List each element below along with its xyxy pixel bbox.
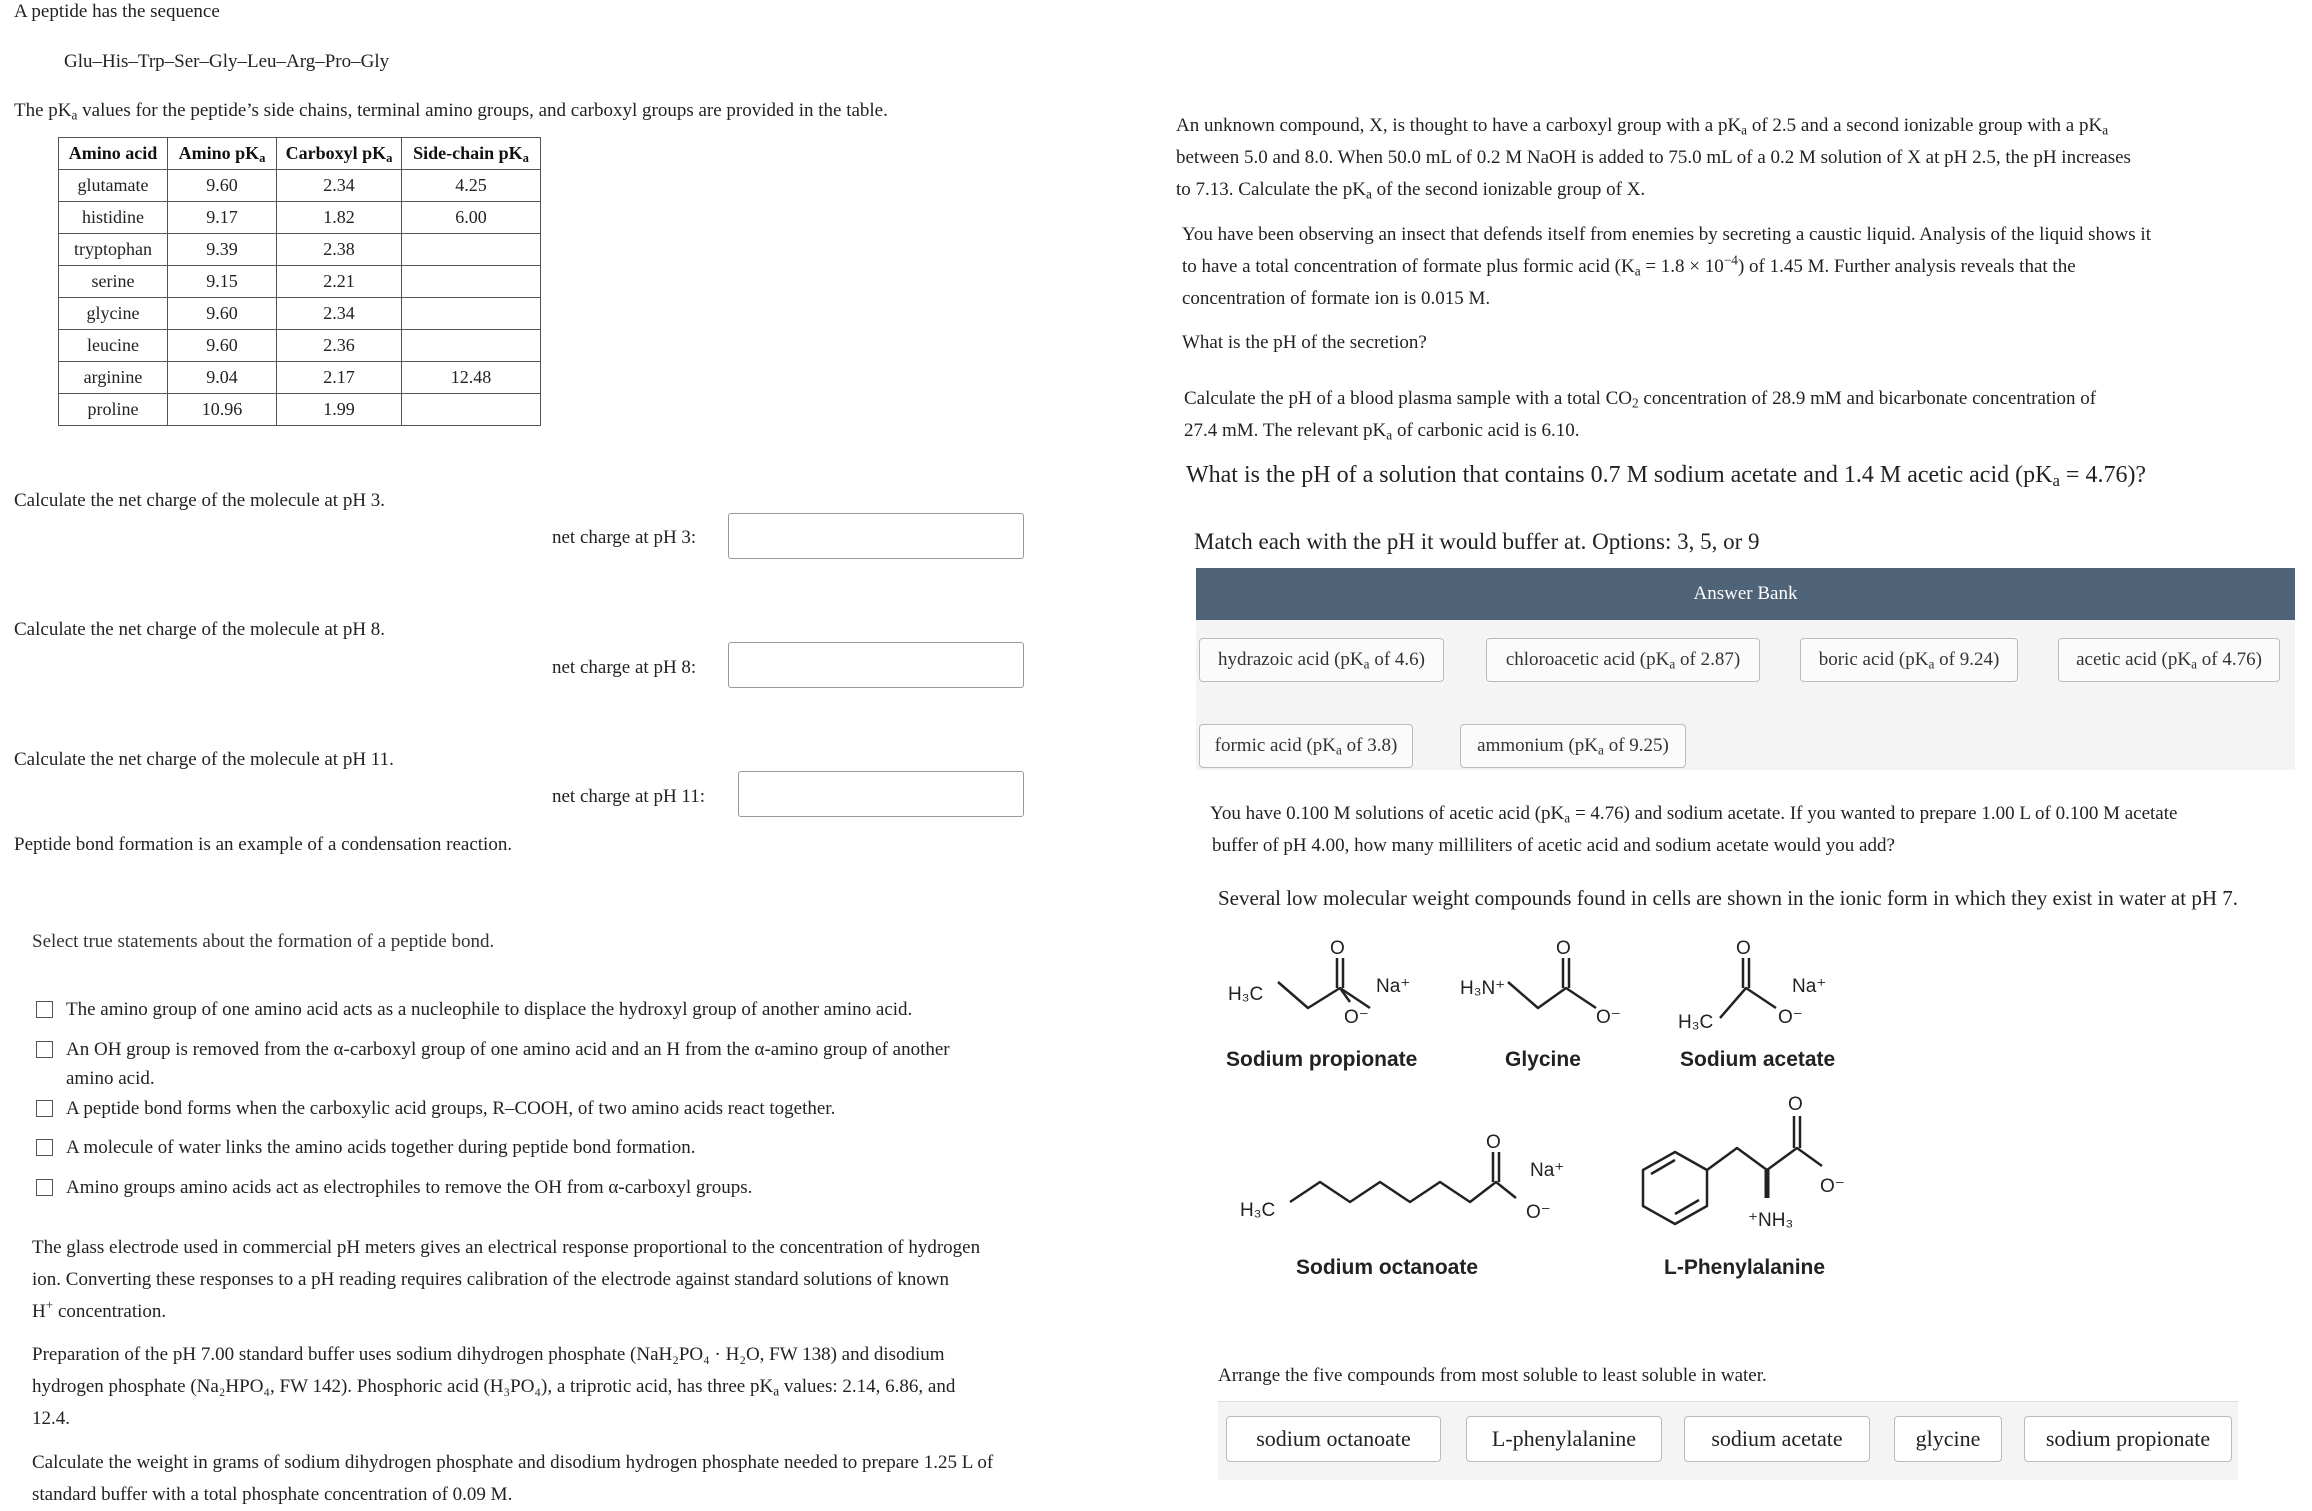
- cell-amino: 9.60: [168, 330, 277, 362]
- cell-carboxyl: 2.38: [277, 234, 402, 266]
- insect-line3: concentration of formate ion is 0.015 M.: [1182, 288, 1491, 309]
- table-row: [59, 298, 541, 330]
- octanoate-carbonyl: [1493, 1152, 1499, 1182]
- insect-line2: to have a total concentration of formate plus formic acid $(K_a = 1.8 \times 10^{-4})$ of 1.45 M. Further analysis reveals that the: [1182, 252, 2076, 279]
- col-amino-pk: Amino $pK_a$: [168, 138, 277, 170]
- cell-amino: 9.60: [168, 170, 277, 202]
- electrode-p2-line2: hydrogen phosphate (Na₂HPO₄, FW 142). Phosphoric acid (H₃PO₄), a triprotic acid, has three $pK_a$ values: 2.14, 6.86, and: [32, 1376, 956, 1399]
- cell-amino: 9.04: [168, 362, 277, 394]
- net-charge-ph11-input[interactable]: [738, 771, 1024, 817]
- checkbox-option-1[interactable]: [36, 1001, 53, 1018]
- label-ph8: net charge at pH 8:: [552, 657, 697, 678]
- table-row: [59, 362, 541, 394]
- table-row: [59, 330, 541, 362]
- sort-chip-sodium-acetate[interactable]: sodium acetate: [1684, 1416, 1870, 1462]
- cell-side: [402, 234, 541, 266]
- sort-chip-sodium-octanoate[interactable]: sodium octanoate: [1226, 1416, 1441, 1462]
- phe-o-minus: O⁻: [1820, 1176, 1845, 1197]
- answer-bank-title: Answer Bank: [1693, 583, 1798, 604]
- cell-name: tryptophan: [59, 234, 168, 266]
- label-sodium-propionate: Sodium propionate: [1226, 1048, 1418, 1071]
- phe-nh3: ⁺NH₃: [1748, 1210, 1794, 1231]
- checkbox-option-4[interactable]: [36, 1139, 53, 1156]
- acetate-carbonyl: [1743, 958, 1749, 988]
- cell-name: arginine: [59, 362, 168, 394]
- cell-name: proline: [59, 394, 168, 426]
- propionate-o-minus: O⁻: [1344, 1007, 1369, 1028]
- col-amino-acid: Amino acid: [59, 138, 168, 170]
- electrode-p2-line3: 12.4.: [32, 1408, 70, 1429]
- glycine-chain: [1508, 982, 1596, 1008]
- label-sodium-acetate: Sodium acetate: [1680, 1048, 1836, 1071]
- acetate-o-minus: O⁻: [1778, 1007, 1803, 1028]
- cell-carboxyl: 2.21: [277, 266, 402, 298]
- electrode-p1-line1: The glass electrode used in commercial pH meters gives an electrical response proportional to the concentration of hydrogen: [32, 1237, 981, 1258]
- sort-chip-l-phenylalanine[interactable]: L-phenylalanine: [1466, 1416, 1662, 1462]
- molecule-structures: [1200, 930, 2300, 1310]
- glycine-carbonyl: [1563, 958, 1569, 988]
- propionate-na: Na⁺: [1376, 976, 1411, 997]
- cell-side: [402, 330, 541, 362]
- phe-chain: [1707, 1148, 1822, 1170]
- buffer-prep-line1: You have 0.100 M solutions of acetic acid $(pK_a = 4.76)$ and sodium acetate. If you wanted to prepare 1.00 L of 0.100 M acetate: [1210, 803, 2178, 826]
- octanoate-na: Na⁺: [1530, 1160, 1565, 1181]
- cell-carboxyl: 1.99: [277, 394, 402, 426]
- blood-line2: 27.4 mM. The relevant $pK_a$ of carbonic acid is 6.10.: [1184, 420, 1580, 443]
- cell-side: 12.48: [402, 362, 541, 394]
- cell-name: leucine: [59, 330, 168, 362]
- table-row: [59, 394, 541, 426]
- phe-carbonyl: [1794, 1116, 1800, 1148]
- compounds-intro: Several low molecular weight compounds found in cells are shown in the ionic form in which they exist in water at pH 7.: [1218, 886, 2239, 910]
- match-prompt: Match each with the pH it would buffer at. Options: 3, 5, or 9: [1194, 529, 1760, 554]
- checkbox-option-5[interactable]: [36, 1179, 53, 1196]
- buffer-prep-line2: buffer of pH 4.00, how many milliliters of acetic acid and sodium acetate would you add?: [1212, 835, 1895, 856]
- sort-chip-sodium-propionate[interactable]: sodium propionate: [2024, 1416, 2232, 1462]
- unknown-x-line3: to 7.13. Calculate the $pK_a$ of the second ionizable group of X.: [1176, 179, 1646, 202]
- cell-side: [402, 298, 541, 330]
- acetate-question: What is the pH of a solution that contains 0.7 M sodium acetate and 1.4 M acetic acid $(pK_a = 4.76)$?: [1186, 462, 2147, 491]
- cell-name: glycine: [59, 298, 168, 330]
- cell-amino: 9.15: [168, 266, 277, 298]
- net-charge-ph3-input[interactable]: [728, 513, 1024, 559]
- octanoate-chain: [1290, 1182, 1516, 1202]
- pka-table: [58, 137, 541, 426]
- cell-name: serine: [59, 266, 168, 298]
- electrode-p1-line3: H+ concentration.: [32, 1297, 167, 1322]
- col-side-chain-pk: Side-chain $pK_a$: [402, 138, 541, 170]
- acetate-na: Na⁺: [1792, 976, 1827, 997]
- label-glycine: Glycine: [1505, 1048, 1581, 1071]
- cell-carboxyl: 1.82: [277, 202, 402, 234]
- peptide-sequence: Glu–His–Trp–Ser–Gly–Leu–Arg–Pro–Gly: [64, 51, 390, 72]
- blood-line1: Calculate the pH of a blood plasma sample with a total $CO_2$ concentration of 28.9 mM and bicarbonate concentration of: [1184, 388, 2097, 411]
- propionate-o: O: [1330, 938, 1345, 959]
- electrode-p3-line2: standard buffer with a total phosphate concentration of 0.09 M.: [32, 1484, 513, 1505]
- octanoate-h3c: H₃C: [1240, 1200, 1276, 1221]
- phe-o: O: [1788, 1094, 1803, 1115]
- cell-carboxyl: 2.17: [277, 362, 402, 394]
- table-intro: The $pK_a$ values for the peptide’s side chains, terminal amino groups, and carboxyl groups are provided in the table.: [14, 100, 888, 123]
- chip-chloroacetic-acid[interactable]: chloroacetic acid ($pK_a$ of 2.87): [1486, 638, 1760, 682]
- insect-line1: You have been observing an insect that defends itself from enemies by secreting a caustic liquid. Analysis of the liquid shows it: [1182, 224, 2151, 245]
- glycine-h3n: H₃N⁺: [1460, 978, 1506, 999]
- table-row: [59, 234, 541, 266]
- acetate-chain: [1720, 988, 1776, 1018]
- sort-prompt: Arrange the five compounds from most soluble to least soluble in water.: [1218, 1365, 1767, 1386]
- octanoate-o-minus: O⁻: [1526, 1202, 1551, 1223]
- label-l-phenylalanine: L-Phenylalanine: [1664, 1256, 1826, 1279]
- label-ph11: net charge at pH 11:: [552, 786, 706, 807]
- option-5-label: Amino groups amino acids act as electrophiles to remove the OH from α-carboxyl groups.: [66, 1177, 753, 1198]
- cell-carboxyl: 2.36: [277, 330, 402, 362]
- table-row: [59, 266, 541, 298]
- cell-carboxyl: 2.34: [277, 170, 402, 202]
- cell-amino: 10.96: [168, 394, 277, 426]
- propionate-carbonyl: [1337, 958, 1343, 988]
- unknown-x-line2: between 5.0 and 8.0. When 50.0 mL of 0.2 M NaOH is added to 75.0 mL of a 0.2 M solution of X at pH 2.5, the pH increases: [1176, 147, 2131, 168]
- question-ph11: Calculate the net charge of the molecule at pH 11.: [14, 749, 394, 770]
- option-4-label: A molecule of water links the amino acids together during peptide bond formation.: [66, 1137, 696, 1158]
- table-row: [59, 170, 541, 202]
- cell-amino: 9.17: [168, 202, 277, 234]
- propionate-chain: [1278, 982, 1370, 1008]
- cell-side: 6.00: [402, 202, 541, 234]
- chip-boric-acid[interactable]: boric acid ($pK_a$ of 9.24): [1800, 638, 2018, 682]
- peptide-bond-prompt: Select true statements about the formation of a peptide bond.: [32, 931, 495, 952]
- option-3-label: A peptide bond forms when the carboxylic acid groups, R–COOH, of two amino acids react together.: [66, 1098, 836, 1119]
- insect-question: What is the pH of the secretion?: [1182, 332, 1427, 353]
- option-2-label: An OH group is removed from the α-carboxyl group of one amino acid and an H from the α-amino group of another: [66, 1039, 950, 1060]
- sort-chip-glycine[interactable]: glycine: [1894, 1416, 2002, 1462]
- chip-hydrazoic-acid[interactable]: hydrazoic acid ($pK_a$ of 4.6): [1199, 638, 1444, 682]
- cell-carboxyl: 2.34: [277, 298, 402, 330]
- glycine-o-minus: O⁻: [1596, 1007, 1621, 1028]
- option-2-label-cont: amino acid.: [66, 1068, 155, 1089]
- chip-ammonium[interactable]: ammonium ($pK_a$ of 9.25): [1460, 724, 1686, 768]
- electrode-p3-line1: Calculate the weight in grams of sodium dihydrogen phosphate and disodium hydrogen phosphate needed to prepare 1.25 L of: [32, 1452, 994, 1473]
- phenyl-ring-double: [1651, 1160, 1699, 1214]
- cell-name: histidine: [59, 202, 168, 234]
- glycine-o: O: [1556, 938, 1571, 959]
- chip-formic-acid[interactable]: formic acid ($pK_a$ of 3.8): [1199, 724, 1413, 768]
- propionate-h3c: H₃C: [1228, 984, 1264, 1005]
- chip-acetic-acid[interactable]: acetic acid ($pK_a$ of 4.76): [2058, 638, 2280, 682]
- checkbox-option-3[interactable]: [36, 1100, 53, 1117]
- electrode-p2-line1: Preparation of the pH 7.00 standard buffer uses sodium dihydrogen phosphate (NaH₂PO₄ · H₂O, FW 138) and disodium: [32, 1344, 945, 1365]
- condensation-statement: Peptide bond formation is an example of a condensation reaction.: [14, 834, 513, 855]
- cell-side: [402, 394, 541, 426]
- answer-bank-header: [1196, 568, 2295, 620]
- col-carboxyl-pk: Carboxyl $pK_a$: [277, 138, 402, 170]
- label-sodium-octanoate: Sodium octanoate: [1296, 1256, 1479, 1279]
- cell-side: 4.25: [402, 170, 541, 202]
- checkbox-option-2[interactable]: [36, 1041, 53, 1058]
- cell-amino: 9.39: [168, 234, 277, 266]
- question-ph8: Calculate the net charge of the molecule at pH 8.: [14, 619, 386, 640]
- electrode-p1-line2: ion. Converting these responses to a pH reading requires calibration of the electrode against standard solutions of known: [32, 1269, 950, 1290]
- acetate-o: O: [1736, 938, 1751, 959]
- cell-amino: 9.60: [168, 298, 277, 330]
- cell-side: [402, 266, 541, 298]
- label-ph3: net charge at pH 3:: [552, 527, 697, 548]
- unknown-x-line1: An unknown compound, X, is thought to have a carboxyl group with a $pK_a$ of 2.5 and a second ionizable group with a $pK_a$: [1176, 115, 2109, 138]
- net-charge-ph8-input[interactable]: [728, 642, 1024, 688]
- table-row: [59, 202, 541, 234]
- octanoate-o: O: [1486, 1132, 1501, 1153]
- pka-table-header: [59, 138, 541, 170]
- acetate-h3c: H₃C: [1678, 1012, 1714, 1033]
- question-ph3: Calculate the net charge of the molecule at pH 3.: [14, 490, 386, 511]
- cell-name: glutamate: [59, 170, 168, 202]
- peptide-intro: A peptide has the sequence: [14, 1, 220, 22]
- option-1-label: The amino group of one amino acid acts as a nucleophile to displace the hydroxyl group of another amino acid.: [66, 999, 913, 1020]
